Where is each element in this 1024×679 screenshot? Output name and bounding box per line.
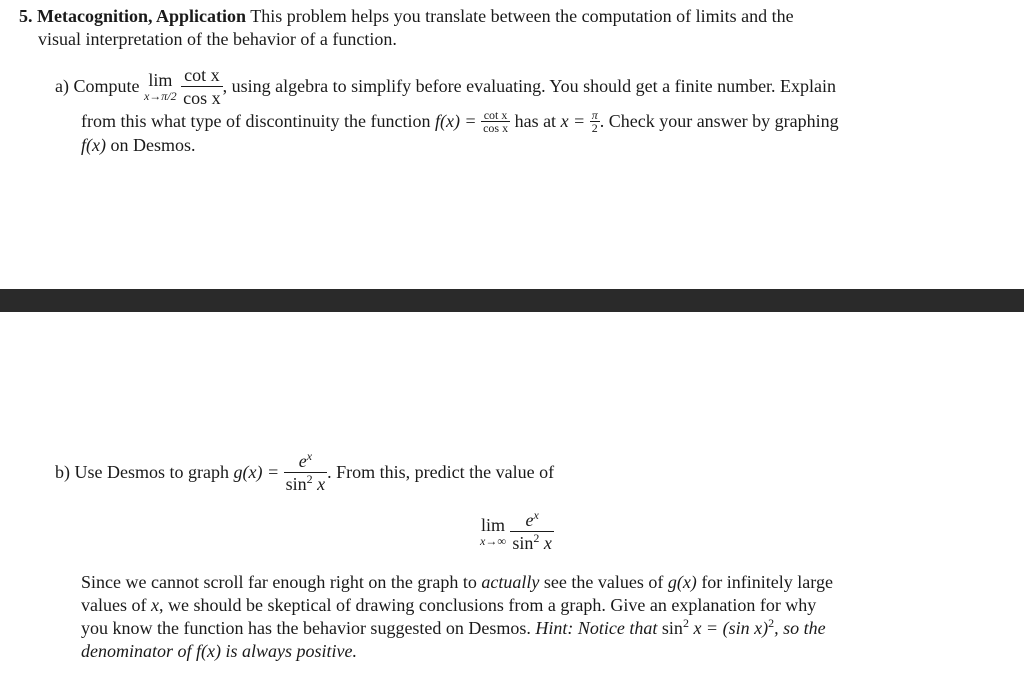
f-of-x-2: f(x) bbox=[81, 135, 106, 155]
x-equals: x = bbox=[560, 110, 586, 131]
ex-over-sin2-fraction bbox=[284, 450, 328, 495]
problem-intro-2: visual interpretation of the behavior of a function. bbox=[38, 29, 397, 49]
pi-over-two bbox=[590, 109, 600, 134]
part-b-label: b) bbox=[55, 461, 70, 482]
lim-word: lim bbox=[148, 69, 173, 90]
cot-over-cos-fraction bbox=[181, 64, 223, 109]
g-of-x: g(x) = bbox=[233, 461, 280, 482]
part-b-text-1: Use Desmos to graph bbox=[74, 461, 229, 482]
pi-symbol: π bbox=[591, 107, 598, 122]
part-a bbox=[55, 64, 965, 157]
sin2-denominator: $\sin^2 x$ bbox=[285, 471, 326, 494]
has-at: has at bbox=[514, 110, 557, 131]
hint-label: Hint: bbox=[535, 618, 574, 638]
small-fraction-num: cot x bbox=[481, 109, 510, 122]
f-of-x: f(x) = bbox=[434, 110, 477, 131]
lim-subscript: x→π/2 bbox=[143, 88, 177, 103]
part-a-label: a) bbox=[55, 75, 69, 96]
small-fraction-den: cos x bbox=[483, 120, 509, 135]
part-b bbox=[55, 447, 965, 661]
part-a-text-2: from this what type of discontinuity the function bbox=[81, 110, 431, 131]
part-a-text-3: . Check your answer by graphing bbox=[599, 110, 839, 131]
problem-intro-1: This problem helps you translate between the computation of limits and the bbox=[250, 6, 794, 26]
problem-title: Metacognition, Application bbox=[37, 6, 247, 26]
small-fraction bbox=[481, 109, 510, 134]
fraction-numerator: cot x bbox=[181, 64, 223, 87]
display-limit bbox=[480, 509, 554, 554]
compute-word: Compute bbox=[73, 75, 140, 96]
problem-number: 5. bbox=[19, 6, 33, 26]
part-a-text-1: , using algebra to simplify before evaluating. You should get a finite number. Explain bbox=[222, 75, 837, 96]
part-a-text-4: on Desmos. bbox=[110, 135, 196, 155]
fraction-denominator: cos x bbox=[183, 87, 221, 108]
display-fraction: $\frac{e^x}{\sin^2 x}$ bbox=[512, 508, 552, 553]
ex-numerator: $e^x$ bbox=[284, 450, 328, 473]
part-b-text-2: . From this, predict the value of bbox=[327, 461, 555, 482]
limit-expression bbox=[144, 70, 177, 103]
two: 2 bbox=[591, 120, 598, 135]
part-b-paragraph: Since we cannot scroll far enough right on the graph to actually see the values of g(x) for infinitely large values of x, we should be skeptical of drawing conclusions from a graph. Give an explanation for why you know the function has the behavior suggested on Desmos. Hint: Notice that $\sin^2 x = (\sin$ x)$^2$, so the denominator of f(x) is always positive. bbox=[81, 572, 833, 661]
problem-header bbox=[19, 5, 979, 51]
lim-infinity: lim x→∞ bbox=[480, 515, 506, 548]
page-divider-bar bbox=[0, 289, 1024, 312]
